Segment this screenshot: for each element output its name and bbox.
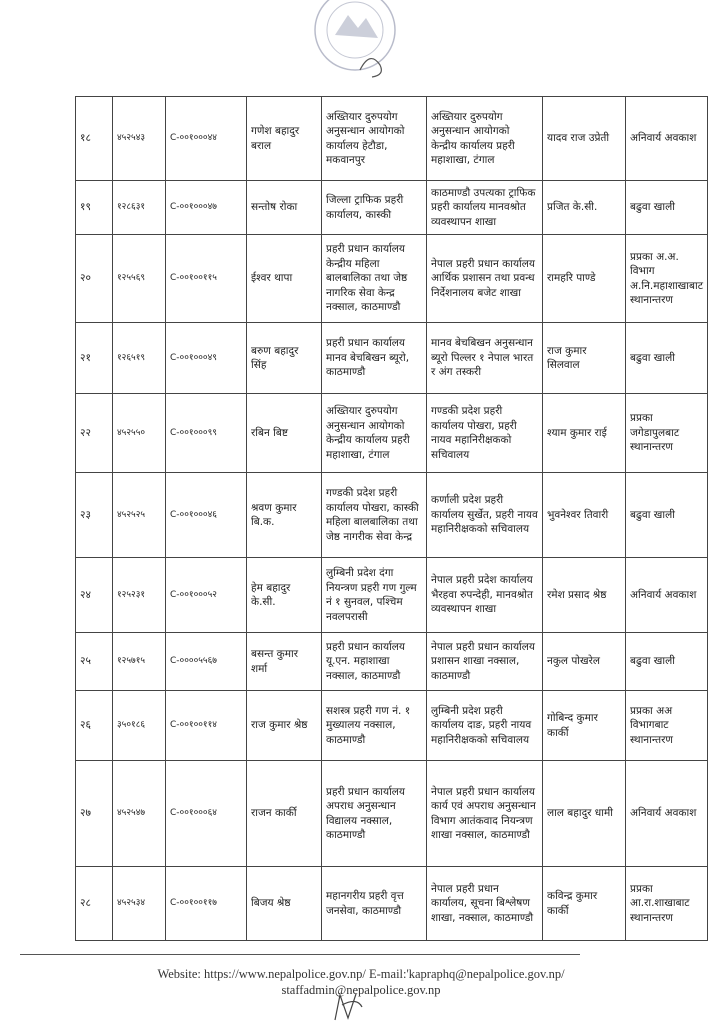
serial-cell: २२ xyxy=(76,394,113,473)
reason-cell: अनिवार्य अवकाश xyxy=(626,97,708,181)
table-row xyxy=(76,394,708,473)
new-office-cell: अख्तियार दुरुपयोग अनुसन्धान आयोगको केन्द्रीय कार्यालय प्रहरी महाशाखा, टंगाल xyxy=(427,97,543,181)
reason-cell: बढुवा खाली xyxy=(626,473,708,558)
transfer-table xyxy=(75,96,708,941)
reason-cell: बढुवा खाली xyxy=(626,633,708,691)
reason-cell: बढुवा खाली xyxy=(626,323,708,394)
code-cell: C-००१०००६४ xyxy=(166,761,247,867)
code-cell: C-००१००११५ xyxy=(166,235,247,323)
name-cell: श्रवण कुमार बि.क. xyxy=(247,473,322,558)
new-office-cell: नेपाल प्रहरी प्रधान कार्यालय आर्थिक प्रशासन तथा प्रवन्ध निर्देशनालय बजेट शाखा xyxy=(427,235,543,323)
employee-id-cell: ४५२५३४ xyxy=(113,867,166,941)
table-row xyxy=(76,323,708,394)
new-office-cell: गण्डकी प्रदेश प्रहरी कार्यालय पोखरा, प्रहरी नायव महानिरीक्षकको सचिवालय xyxy=(427,394,543,473)
new-office-cell: नेपाल प्रहरी प्रधान कार्यालय कार्य एवं अपराध अनुसन्धान विभाग आतंकवाद नियन्त्रण शाखा नक्साल, काठमाण्डौ xyxy=(427,761,543,867)
current-office-cell: प्रहरी प्रधान कार्यालय केन्द्रीय महिला बालबालिका तथा जेष्ठ नागरिक सेवा केन्द्र नक्साल, काठमाण्डौ xyxy=(322,235,427,323)
new-office-cell: मानव बेचबिखन अनुसन्धान ब्यूरो पिल्लर १ नेपाल भारत र अंग तस्करी xyxy=(427,323,543,394)
employee-id-cell: १२५५६९ xyxy=(113,235,166,323)
reason-cell: अनिवार्य अवकाश xyxy=(626,761,708,867)
name-cell: राजन कार्की xyxy=(247,761,322,867)
name-cell: ईश्वर थापा xyxy=(247,235,322,323)
serial-cell: १९ xyxy=(76,181,113,235)
name-cell: बसन्त कुमार शर्मा xyxy=(247,633,322,691)
employee-id-cell: १२५७१५ xyxy=(113,633,166,691)
serial-cell: २३ xyxy=(76,473,113,558)
new-office-cell: लुम्बिनी प्रदेश प्रहरी कार्यालय दाङ, प्रहरी नायव महानिरीक्षकको सचिवालय xyxy=(427,691,543,761)
name-cell: सन्तोष रोका xyxy=(247,181,322,235)
current-office-cell: अख्तियार दुरुपयोग अनुसन्धान आयोगको केन्द्रीय कार्यालय प्रहरी महाशाखा, टंगाल xyxy=(322,394,427,473)
employee-id-cell: ४५२५५० xyxy=(113,394,166,473)
table-row xyxy=(76,473,708,558)
table-row xyxy=(76,558,708,633)
reason-cell: प्रप्रका जगेडापुलबाट स्थानान्तरण xyxy=(626,394,708,473)
official-seal-icon xyxy=(300,0,410,90)
replacing-cell: नकुल पोखरेल xyxy=(543,633,626,691)
current-office-cell: प्रहरी प्रधान कार्यालय मानव बेचबिखन ब्यूरो, काठमाण्डौ xyxy=(322,323,427,394)
table-row xyxy=(76,235,708,323)
signature-icon xyxy=(330,990,370,1024)
serial-cell: २८ xyxy=(76,867,113,941)
table-row xyxy=(76,761,708,867)
reason-cell: बढुवा खाली xyxy=(626,181,708,235)
code-cell: C-००१००११७ xyxy=(166,867,247,941)
replacing-cell: राज कुमार सिलवाल xyxy=(543,323,626,394)
employee-id-cell: १२८६३१ xyxy=(113,181,166,235)
employee-id-cell: ४५२५४७ xyxy=(113,761,166,867)
code-cell: C-००१०००९९ xyxy=(166,394,247,473)
employee-id-cell: १२६५१९ xyxy=(113,323,166,394)
current-office-cell: गण्डकी प्रदेश प्रहरी कार्यालय पोखरा, कास्की महिला बालबालिका तथा जेष्ठ नागरीक सेवा केन्द्र xyxy=(322,473,427,558)
replacing-cell: गोबिन्द कुमार कार्की xyxy=(543,691,626,761)
replacing-cell: यादव राज उप्रेती xyxy=(543,97,626,181)
table-row xyxy=(76,97,708,181)
replacing-cell: रमेश प्रसाद श्रेष्ठ xyxy=(543,558,626,633)
name-cell: हेम बहादुर के.सी. xyxy=(247,558,322,633)
new-office-cell: नेपाल प्रहरी प्रधान कार्यालय, सूचना बिश्लेषण शाखा, नक्साल, काठमाण्डौ xyxy=(427,867,543,941)
serial-cell: २४ xyxy=(76,558,113,633)
code-cell: C-००१०००४६ xyxy=(166,473,247,558)
name-cell: बरुण बहादुर सिंह xyxy=(247,323,322,394)
reason-cell: अनिवार्य अवकाश xyxy=(626,558,708,633)
employee-id-cell: ४५२५४३ xyxy=(113,97,166,181)
name-cell: राज कुमार श्रेष्ठ xyxy=(247,691,322,761)
current-office-cell: प्रहरी प्रधान कार्यालय अपराध अनुसन्धान विद्यालय नक्साल, काठमाण्डौ xyxy=(322,761,427,867)
reason-cell: प्रप्रका अअ विभागबाट स्थानान्तरण xyxy=(626,691,708,761)
table-row xyxy=(76,181,708,235)
serial-cell: २५ xyxy=(76,633,113,691)
footer-email-line: staffadmin@nepalpolice.gov.np xyxy=(281,983,441,997)
current-office-cell: जिल्ला ट्राफिक प्रहरी कार्यालय, कास्की xyxy=(322,181,427,235)
current-office-cell: सशस्त्र प्रहरी गण नं. १ मुख्यालय नक्साल, काठमाण्डौ xyxy=(322,691,427,761)
new-office-cell: नेपाल प्रहरी प्रधान कार्यालय प्रशासन शाखा नक्साल, काठमाण्डौ xyxy=(427,633,543,691)
current-office-cell: प्रहरी प्रधान कार्यालय यू.एन. महाशाखा नक्साल, काठमाण्डौ xyxy=(322,633,427,691)
current-office-cell: अख्तियार दुरुपयोग अनुसन्धान आयोगको कार्यालय हेटौडा, मकवानपुर xyxy=(322,97,427,181)
new-office-cell: कर्णाली प्रदेश प्रहरी कार्यालय सुर्खेत, प्रहरी नायव महानिरीक्षकको सचिवालय xyxy=(427,473,543,558)
name-cell: गणेश बहादुर बराल xyxy=(247,97,322,181)
name-cell: रबिन बिष्ट xyxy=(247,394,322,473)
code-cell: C-००१०००५२ xyxy=(166,558,247,633)
replacing-cell: भुवनेश्वर तिवारी xyxy=(543,473,626,558)
table-row xyxy=(76,867,708,941)
replacing-cell: लाल बहादुर धामी xyxy=(543,761,626,867)
reason-cell: प्रप्रका अ.अ. विभाग अ.नि.महाशाखाबाट स्थानान्तरण xyxy=(626,235,708,323)
employee-id-cell: १२५२३१ xyxy=(113,558,166,633)
replacing-cell: श्याम कुमार राई xyxy=(543,394,626,473)
code-cell: C-००१०००४४ xyxy=(166,97,247,181)
new-office-cell: नेपाल प्रहरी प्रदेश कार्यालय भैरहवा रुपन्देही, मानवश्रोत व्यवस्थापन शाखा xyxy=(427,558,543,633)
reason-cell: प्रप्रका आ.रा.शाखाबाट स्थानान्तरण xyxy=(626,867,708,941)
serial-cell: २६ xyxy=(76,691,113,761)
table-row xyxy=(76,633,708,691)
replacing-cell: प्रजित के.सी. xyxy=(543,181,626,235)
footer-divider xyxy=(20,954,580,955)
replacing-cell: कविन्द्र कुमार कार्की xyxy=(543,867,626,941)
code-cell: C-००००५५६७ xyxy=(166,633,247,691)
footer-contact-line: Website: https://www.nepalpolice.gov.np/ E-mail:'kapraphq@nepalpolice.gov.np/ xyxy=(157,967,565,981)
current-office-cell: लुम्बिनी प्रदेश दंगा नियन्त्रण प्रहरी गण गुल्म नं १ सुनवल, पश्चिम नवलपरासी xyxy=(322,558,427,633)
serial-cell: २१ xyxy=(76,323,113,394)
employee-id-cell: ३५०१८६ xyxy=(113,691,166,761)
current-office-cell: महानगरीय प्रहरी वृत्त जनसेवा, काठमाण्डौ xyxy=(322,867,427,941)
replacing-cell: रामहरि पाण्डे xyxy=(543,235,626,323)
new-office-cell: काठमाण्डौ उपत्यका ट्राफिक प्रहरी कार्यालय मानवश्रोत व्यवस्थापन शाखा xyxy=(427,181,543,235)
serial-cell: १८ xyxy=(76,97,113,181)
serial-cell: २७ xyxy=(76,761,113,867)
employee-id-cell: ४५२५२५ xyxy=(113,473,166,558)
serial-cell: २० xyxy=(76,235,113,323)
code-cell: C-००१०००४९ xyxy=(166,323,247,394)
table-row xyxy=(76,691,708,761)
name-cell: बिजय श्रेष्ठ xyxy=(247,867,322,941)
code-cell: C-००१००११४ xyxy=(166,691,247,761)
code-cell: C-००१०००४७ xyxy=(166,181,247,235)
